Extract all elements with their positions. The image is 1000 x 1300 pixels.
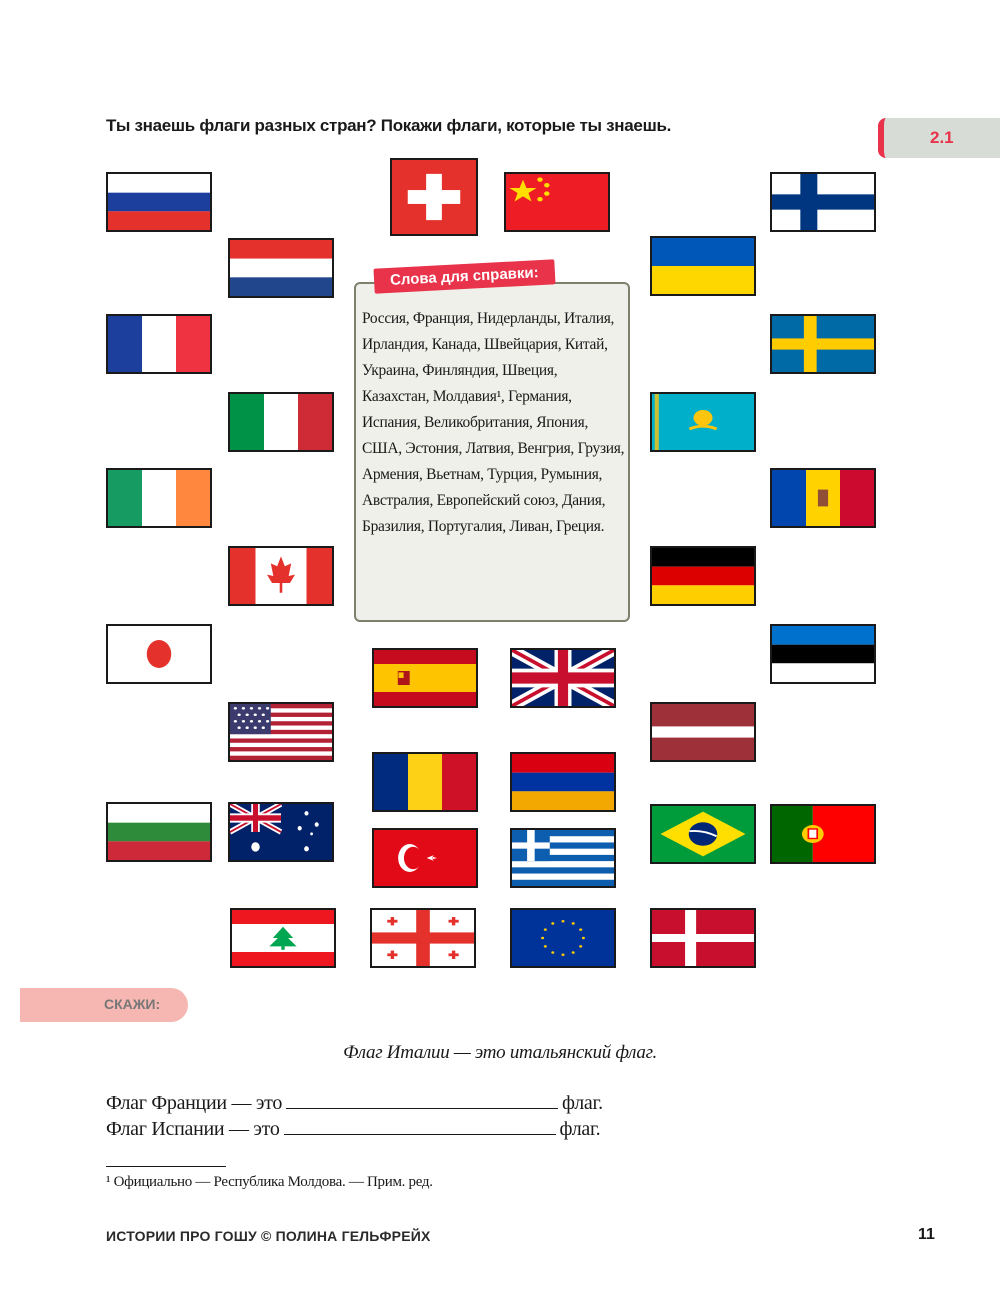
sweden-flag: [770, 314, 876, 374]
exercise-1-suffix: флаг.: [562, 1092, 603, 1114]
hungary-flag: [106, 802, 212, 862]
footnote: ¹ Официально — Республика Молдова. — Прим. ред.: [106, 1174, 433, 1190]
switzerland-flag: [390, 158, 478, 236]
exercise-2-prefix: Флаг Испании — это: [106, 1118, 280, 1140]
brazil-flag: [650, 804, 756, 864]
portugal-flag: [770, 804, 876, 864]
estonia-flag: [770, 624, 876, 684]
exercise-2-suffix: флаг.: [559, 1118, 601, 1140]
page-number: 11: [918, 1226, 935, 1243]
greece-flag: [510, 828, 616, 888]
say-bar: [20, 988, 188, 1022]
exercise-line-1: [106, 1092, 603, 1115]
latvia-flag: [650, 702, 756, 762]
turkey-flag: [372, 828, 478, 888]
exercise-line-2: [106, 1118, 600, 1141]
kazakhstan-flag: [650, 392, 756, 452]
georgia-flag: [370, 908, 476, 968]
japan-flag: [106, 624, 212, 684]
lebanon-flag: [230, 908, 336, 968]
denmark-flag: [650, 908, 756, 968]
say-label: СКАЖИ:: [104, 996, 161, 1012]
romania-flag: [372, 752, 478, 812]
netherlands-flag: [228, 238, 334, 298]
china-flag: [504, 172, 610, 232]
section-number: 2.1: [930, 128, 954, 147]
france-flag: [106, 314, 212, 374]
russia-flag: [106, 172, 212, 232]
finland-flag: [770, 172, 876, 232]
footnote-divider: [106, 1166, 226, 1167]
answer-blank-1[interactable]: [286, 1094, 558, 1109]
instruction-text: Ты знаешь флаги разных стран? Покажи флаги, которые ты знаешь.: [106, 116, 672, 135]
exercise-1-prefix: Флаг Франции — это: [106, 1092, 283, 1114]
footer-book-title: ИСТОРИИ ПРО ГОШУ © ПОЛИНА ГЕЛЬФРЕЙХ: [106, 1228, 431, 1244]
canada-flag: [228, 546, 334, 606]
spain-flag: [372, 648, 478, 708]
ireland-flag: [106, 468, 212, 528]
germany-flag: [650, 546, 756, 606]
reference-words-title: Слова для справки:: [373, 259, 555, 293]
reference-words-list: Россия, Франция, Нидерланды, Италия, Ирландия, Канада, Швейцария, Китай, Украина, Финляндия, Швеция, Казахстан, Молдавия¹, Германия, Испания, Великобритания, Япония, США, Эстония, Латвия, Венгрия, Грузия, Армения, Вьетнам, Турция, Румыния, Австралия, Европейский союз, Дания, Бразилия, Португалия, Ливан, Греция.: [362, 310, 625, 535]
example-sentence: Флаг Италии — это итальянский флаг.: [343, 1042, 657, 1063]
ukraine-flag: [650, 236, 756, 296]
usa-flag: [228, 702, 334, 762]
moldova-flag: [770, 468, 876, 528]
eu-flag: [510, 908, 616, 968]
answer-blank-2[interactable]: [284, 1120, 556, 1135]
australia-flag: [228, 802, 334, 862]
italy-flag: [228, 392, 334, 452]
uk-flag: [510, 648, 616, 708]
section-tab: [878, 118, 1000, 158]
armenia-flag: [510, 752, 616, 812]
